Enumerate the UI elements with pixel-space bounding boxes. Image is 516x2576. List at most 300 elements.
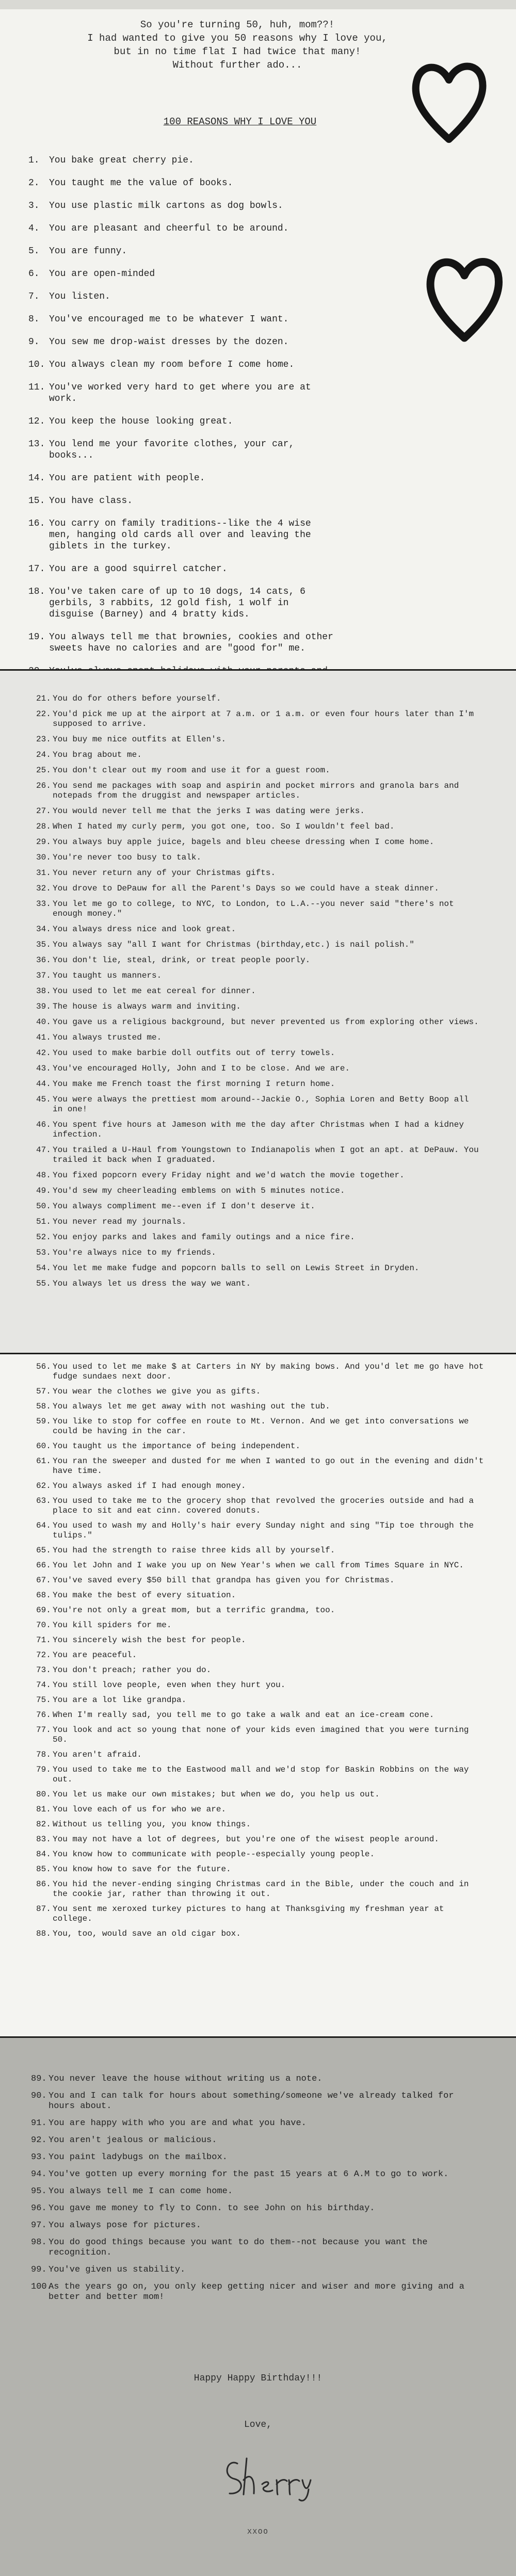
reason-item — [36, 1481, 485, 1491]
reason-number: 12. — [28, 416, 45, 427]
reason-number: 1. — [28, 155, 40, 166]
reason-text: You've encouraged Holly, John and I to be close. And we are. — [53, 1064, 350, 1073]
reason-item — [36, 986, 480, 996]
reason-number: 59. — [36, 1417, 51, 1426]
reason-item — [36, 1387, 485, 1397]
reason-number: 55. — [36, 1279, 51, 1288]
reason-item — [36, 1145, 480, 1165]
reason-item — [36, 1710, 485, 1720]
reason-text: You're always nice to my friends. — [53, 1248, 216, 1257]
reason-item — [36, 1835, 485, 1844]
reason-item — [36, 781, 480, 801]
reason-number: 51. — [36, 1217, 51, 1226]
reason-item — [31, 2152, 485, 2163]
reason-number: 92. — [31, 2135, 47, 2145]
reason-item — [31, 2282, 485, 2303]
reason-number: 71. — [36, 1635, 51, 1645]
reason-item — [31, 2074, 485, 2084]
reason-number: 70. — [36, 1621, 51, 1630]
intro-line: I had wanted to give you 50 reasons why I love you, — [87, 33, 388, 44]
reason-number: 50. — [36, 1202, 51, 1211]
reason-number: 14. — [28, 473, 45, 483]
intro-line: but in no time flat I had twice that many! — [114, 46, 361, 57]
reason-text: You know how to save for the future. — [53, 1865, 231, 1874]
reason-text: You've taken care of up to 10 dogs, 14 cats, 6 gerbils, 3 rabbits, 12 gold fish, 1 wolf in disguise (Barney) and 4 bratty kids. — [49, 587, 305, 620]
reason-text: You are a good squirrel catcher. — [49, 564, 228, 574]
reason-number: 31. — [36, 868, 51, 878]
reason-item — [36, 822, 480, 832]
reason-number: 47. — [36, 1145, 51, 1155]
reason-text: You may not have a lot of degrees, but you're one of the wisest people around. — [53, 1835, 439, 1844]
reason-number: 16. — [28, 519, 45, 529]
reason-text: You've gotten up every morning for the past 15 years at 6 A.M to go to work. — [49, 2169, 449, 2179]
reason-text: You are a lot like grandpa. — [53, 1695, 187, 1705]
reason-item — [36, 925, 480, 934]
reason-text: You make me French toast the first morning I return home. — [53, 1079, 335, 1089]
reason-number: 52. — [36, 1233, 51, 1242]
reason-number: 34. — [36, 925, 51, 934]
reason-number: 25. — [36, 766, 51, 775]
reason-item — [36, 1850, 485, 1859]
reason-number: 62. — [36, 1481, 51, 1490]
reason-number: 53. — [36, 1248, 51, 1257]
reason-item — [36, 1233, 480, 1242]
reason-text: You listen. — [49, 291, 110, 302]
reason-text: You hid the never-ending singing Christmas card in the Bible, under the couch and in the cookie jar, rather than throwing it out. — [53, 1880, 469, 1899]
reason-text: You used to make barbie doll outfits out of terry towels. — [53, 1048, 335, 1058]
reason-item — [36, 1561, 485, 1570]
reason-item — [36, 1635, 485, 1645]
reasons-list-4 — [31, 2074, 485, 2309]
reason-text: You let John and I wake you up on New Year's when we call from Times Square in NYC. — [53, 1561, 464, 1570]
birthday-line: Happy Happy Birthday!!! — [194, 2373, 322, 2384]
reason-item — [36, 750, 480, 760]
reason-item — [28, 382, 338, 404]
letter-page-3 — [0, 1354, 516, 2038]
reason-number: 88. — [36, 1929, 51, 1938]
reason-number: 74. — [36, 1680, 51, 1690]
reason-number: 46. — [36, 1120, 51, 1129]
reason-item — [36, 899, 480, 919]
reason-text: You send me packages with soap and aspirin and pocket mirrors and granola bars and notepads from the druggist and newspaper articles. — [53, 781, 459, 800]
reason-number: 54. — [36, 1263, 51, 1273]
reason-text: You used to let me make $ at Carters in NY by making bows. And you'd let me go have hot fudge sundaes next door. — [53, 1362, 484, 1381]
reason-number: 38. — [36, 986, 51, 996]
reason-item — [36, 709, 480, 729]
reason-item — [31, 2204, 485, 2214]
reason-item — [36, 1017, 480, 1027]
reason-item — [31, 2221, 485, 2231]
reason-number: 2. — [28, 178, 40, 188]
reason-number: 57. — [36, 1387, 51, 1396]
reason-item — [28, 177, 338, 189]
reason-text: You brag about me. — [53, 750, 142, 759]
reason-item — [36, 1496, 485, 1516]
scan-edge — [0, 0, 516, 9]
reason-number: 19. — [28, 632, 45, 642]
reason-text: You taught us manners. — [53, 971, 162, 980]
reason-number: 21. — [36, 694, 51, 703]
reason-number: 77. — [36, 1725, 51, 1735]
reason-item — [36, 1805, 485, 1814]
reason-number: 60. — [36, 1441, 51, 1451]
reason-number: 69. — [36, 1606, 51, 1615]
reason-number: 35. — [36, 940, 51, 949]
reason-text: You always let us dress the way we want. — [53, 1279, 251, 1288]
reason-item — [36, 1929, 485, 1939]
reason-text: You let me go to college, to NYC, to London, to L.A.--you never said "there's not enough money." — [53, 899, 454, 918]
reason-item — [36, 1456, 485, 1476]
reason-item — [36, 1095, 480, 1114]
letter-page-2 — [0, 671, 516, 1354]
reason-text: You are happy with who you are and what you have. — [49, 2118, 307, 2128]
reason-item — [36, 1002, 480, 1012]
reason-text: You kill spiders for me. — [53, 1621, 172, 1630]
reason-number: 82. — [36, 1820, 51, 1829]
reason-number: 100. — [31, 2282, 52, 2292]
reason-text: You trailed a U-Haul from Youngstown to Indianapolis when I got an apt. at DePauw. You trailed it back when I graduated. — [53, 1145, 479, 1164]
reason-number: 6. — [28, 269, 40, 279]
reason-item — [36, 1665, 485, 1675]
reason-number: 42. — [36, 1048, 51, 1058]
reason-number: 4. — [28, 223, 40, 234]
reason-item — [36, 1248, 480, 1258]
reason-number: 63. — [36, 1496, 51, 1505]
reason-item — [36, 1591, 485, 1600]
reason-item — [28, 155, 338, 166]
reason-text: The house is always warm and inviting. — [53, 1002, 241, 1011]
reason-text: You used to take me to the grocery shop that revolved the groceries outside and had a place to sit and eat cinn. covered donuts. — [53, 1496, 474, 1515]
reason-text: You ran the sweeper and dusted for me when I wanted to go out in the evening and didn't have time. — [53, 1456, 484, 1476]
reason-number: 45. — [36, 1095, 51, 1104]
reason-item — [36, 1171, 480, 1180]
reason-number: 37. — [36, 971, 51, 980]
reason-number: 84. — [36, 1850, 51, 1859]
reason-item — [36, 1820, 485, 1829]
reason-item — [36, 940, 480, 950]
reason-text: You are open-minded — [49, 269, 155, 279]
reason-text: You and I can talk for hours about something/someone we've already talked for hours about. — [49, 2091, 454, 2111]
reason-item — [36, 1725, 485, 1745]
reason-item — [36, 1621, 485, 1630]
reason-item — [28, 223, 338, 234]
reason-text: You let me make fudge and popcorn balls to sell on Lewis Street in Dryden. — [53, 1263, 420, 1273]
reason-item — [36, 1750, 485, 1760]
reason-text: You lend me your favorite clothes, your car, books... — [49, 439, 295, 461]
reason-number: 66. — [36, 1561, 51, 1570]
reason-item — [36, 1033, 480, 1043]
reason-text: You always asked if I had enough money. — [53, 1481, 246, 1490]
reason-item — [28, 291, 338, 302]
letter-page-4 — [0, 2038, 516, 2576]
reason-item — [28, 495, 338, 507]
reason-text: You paint ladybugs on the mailbox. — [49, 2152, 228, 2162]
reason-text: You gave me money to fly to Conn. to see John on his birthday. — [49, 2204, 375, 2213]
reason-number: 83. — [36, 1835, 51, 1844]
reason-number: 23. — [36, 735, 51, 744]
reason-text: You are patient with people. — [49, 473, 205, 483]
reason-text: You're never too busy to talk. — [53, 853, 202, 862]
reason-number: 22. — [36, 709, 51, 719]
reason-number: 24. — [36, 750, 51, 759]
reason-number: 15. — [28, 496, 45, 506]
reason-number: 99. — [31, 2265, 47, 2275]
reason-item — [36, 1279, 480, 1289]
reason-number: 72. — [36, 1650, 51, 1660]
reason-item — [31, 2186, 485, 2197]
heart-drawing-bottom — [421, 242, 508, 346]
reason-number: 36. — [36, 955, 51, 965]
reason-text: You always tell me that brownies, cookies and other sweets have no calories and are "good for" me. — [49, 632, 333, 654]
reason-number: 5. — [28, 246, 40, 256]
reason-item — [28, 439, 338, 461]
reason-item — [36, 1880, 485, 1899]
reason-text: You make the best of every situation. — [53, 1591, 236, 1600]
reason-text: When I hated my curly perm, you got one, too. So I wouldn't feel bad. — [53, 822, 395, 831]
reason-item — [31, 2118, 485, 2129]
reason-number: 8. — [28, 314, 40, 325]
reason-text: You sew me drop-waist dresses by the dozen. — [49, 337, 289, 347]
reason-number: 91. — [31, 2118, 47, 2128]
reason-text: You used to take me to the Eastwood mall and we'd stop for Baskin Robbins on the way out. — [53, 1765, 469, 1784]
reason-text: You are pleasant and cheerful to be around. — [49, 223, 289, 234]
reason-number: 40. — [36, 1017, 51, 1027]
reason-item — [36, 1048, 480, 1058]
reason-number: 90. — [31, 2091, 47, 2101]
letter-page-1 — [0, 0, 516, 671]
reason-text: You taught us the importance of being independent. — [53, 1441, 301, 1451]
reason-item — [31, 2091, 485, 2112]
reason-number: 33. — [36, 899, 51, 909]
reason-item — [36, 694, 480, 704]
reason-number: 94. — [31, 2169, 47, 2179]
reason-item — [28, 268, 338, 280]
reason-text: You don't lie, steal, drink, or treat people poorly. — [53, 955, 311, 965]
reason-number: 49. — [36, 1186, 51, 1195]
reason-item — [36, 735, 480, 744]
reason-number: 68. — [36, 1591, 51, 1600]
reason-number: 73. — [36, 1665, 51, 1675]
reason-number: 28. — [36, 822, 51, 831]
reason-text: You've saved every $50 bill that grandpa has given you for Christmas. — [53, 1576, 395, 1585]
reason-number: 32. — [36, 884, 51, 893]
reason-text: You'd pick me up at the airport at 7 a.m. or 1 a.m. or even four hours later than I'm supposed to arrive. — [53, 709, 474, 728]
reason-text: You drove to DePauw for all the Parent's Days so we could have a steak dinner. — [53, 884, 439, 893]
reason-item — [36, 853, 480, 863]
reason-number: 43. — [36, 1064, 51, 1073]
reason-number: 9. — [28, 337, 40, 347]
intro-text — [83, 18, 392, 72]
reason-item — [36, 1576, 485, 1585]
reason-number: 86. — [36, 1880, 51, 1889]
reason-text: You always let me get away with not washing out the tub. — [53, 1402, 330, 1411]
reason-text: You know how to communicate with people--especially young people. — [53, 1850, 375, 1859]
reason-text: You had the strength to raise three kids all by yourself. — [53, 1546, 335, 1555]
reason-item — [36, 1790, 485, 1800]
reason-text: You are peaceful. — [53, 1650, 137, 1660]
reason-number: 10. — [28, 360, 45, 370]
reason-text: You've worked very hard to get where you are at work. — [49, 382, 311, 404]
reason-item — [36, 1765, 485, 1785]
reason-item — [31, 2265, 485, 2275]
reason-text: You are funny. — [49, 246, 127, 256]
reason-text: You would never tell me that the jerks I was dating were jerks. — [53, 806, 365, 816]
reason-text: You never return any of your Christmas gifts. — [53, 868, 276, 878]
xxoo-mark: XXOO — [247, 2528, 269, 2536]
reason-item — [36, 1402, 485, 1412]
love-line: Love, — [244, 2420, 272, 2430]
reason-item — [36, 806, 480, 816]
reason-number: 97. — [31, 2221, 47, 2230]
reason-item — [36, 1064, 480, 1074]
reason-number: 61. — [36, 1456, 51, 1466]
reason-text: You keep the house looking great. — [49, 416, 233, 427]
reason-number: 7. — [28, 291, 40, 302]
reason-text: You used to wash my and Holly's hair every Sunday night and sing "Tip toe through the tulips." — [53, 1521, 474, 1540]
reason-number: 89. — [31, 2074, 47, 2084]
reason-text: You spent five hours at Jameson with me the day after Christmas when I had a kidney infection. — [53, 1120, 464, 1139]
reason-item — [28, 416, 338, 427]
reason-item — [28, 336, 338, 348]
reason-text: You always tell me I can come home. — [49, 2186, 233, 2196]
reason-text: You don't preach; rather you do. — [53, 1665, 212, 1675]
reason-text: You, too, would save an old cigar box. — [53, 1929, 241, 1938]
reason-text: You carry on family traditions--like the 4 wise men, hanging old cards all over and leaving the giblets in the turkey. — [49, 519, 311, 552]
reason-item — [28, 200, 338, 212]
reason-text: You never leave the house without writing us a note. — [49, 2074, 322, 2084]
reason-number: 65. — [36, 1546, 51, 1555]
reason-text: You always pose for pictures. — [49, 2221, 201, 2230]
reason-text: You have class. — [49, 496, 133, 506]
reason-number: 76. — [36, 1710, 51, 1720]
reason-item — [31, 2238, 485, 2258]
reason-number: 95. — [31, 2186, 47, 2196]
reason-text: You aren't afraid. — [53, 1750, 142, 1759]
reason-item — [31, 2169, 485, 2180]
reason-item — [31, 2135, 485, 2146]
reason-number: 75. — [36, 1695, 51, 1705]
reason-item — [28, 586, 338, 620]
reason-number: 96. — [31, 2204, 47, 2213]
reason-text: You do for others before yourself. — [53, 694, 221, 703]
reason-text: You used to let me eat cereal for dinner. — [53, 986, 256, 996]
reason-item — [36, 1202, 480, 1211]
reason-item — [28, 246, 338, 257]
reason-item — [36, 1120, 480, 1140]
intro-line: So you're turning 50, huh, mom??! — [140, 19, 335, 30]
reason-item — [36, 1079, 480, 1089]
reason-number: 39. — [36, 1002, 51, 1011]
reason-text: You use plastic milk cartons as dog bowls. — [49, 201, 283, 211]
reason-item — [36, 971, 480, 981]
reason-item — [36, 1521, 485, 1541]
reason-number: 58. — [36, 1402, 51, 1411]
reason-text: You do good things because you want to do them--not because you want the recognition. — [49, 2238, 428, 2258]
reason-item — [36, 1606, 485, 1615]
reason-text: You like to stop for coffee en route to Mt. Vernon. And we get into conversations we could be having in the car. — [53, 1417, 469, 1436]
reason-item — [36, 1546, 485, 1556]
reason-item — [28, 563, 338, 575]
reason-item — [36, 1417, 485, 1436]
intro-line: Without further ado... — [172, 59, 302, 71]
reason-text: You're not only a great mom, but a terrific grandma, too. — [53, 1606, 335, 1615]
reason-number: 80. — [36, 1790, 51, 1799]
reason-number: 87. — [36, 1904, 51, 1914]
reasons-list-1 — [28, 155, 338, 700]
reason-number: 56. — [36, 1362, 51, 1371]
reason-text: As the years go on, you only keep getting nicer and wiser and more giving and a better and better mom! — [49, 2282, 464, 2302]
reasons-list-3 — [36, 1362, 485, 1944]
heart-drawing-top — [408, 49, 490, 147]
reason-item — [36, 1186, 480, 1196]
reason-text: You don't clear out my room and use it for a guest room. — [53, 766, 330, 775]
reason-item — [28, 631, 338, 654]
reason-text: You were always the prettiest mom around--Jackie O., Sophia Loren and Betty Boop all in one! — [53, 1095, 469, 1114]
reason-number: 41. — [36, 1033, 51, 1042]
reason-item — [36, 1650, 485, 1660]
reason-text: You always trusted me. — [53, 1033, 162, 1042]
reason-text: You let us make our own mistakes; but when we do, you help us out. — [53, 1790, 380, 1799]
reason-item — [36, 1695, 485, 1705]
reason-text: Without us telling you, you know things. — [53, 1820, 251, 1829]
reason-number: 93. — [31, 2152, 47, 2162]
reason-number: 64. — [36, 1521, 51, 1530]
reason-number: 11. — [28, 382, 45, 393]
reason-item — [28, 473, 338, 484]
reason-number: 78. — [36, 1750, 51, 1759]
reason-text: You sincerely wish the best for people. — [53, 1635, 246, 1645]
reason-number: 18. — [28, 587, 45, 597]
reason-text: You look and act so young that none of your kids even imagined that you were turning 50. — [53, 1725, 469, 1744]
signature — [217, 2448, 320, 2505]
reason-text: You aren't jealous or malicious. — [49, 2135, 217, 2145]
reason-number: 29. — [36, 837, 51, 847]
reason-number: 13. — [28, 439, 45, 449]
reason-text: You gave us a religious background, but never prevented us from exploring other views. — [53, 1017, 479, 1027]
reason-text: You wear the clothes we give you as gifts. — [53, 1387, 261, 1396]
reason-item — [36, 837, 480, 847]
reason-item — [28, 359, 338, 370]
reason-number: 48. — [36, 1171, 51, 1180]
reason-text: You still love people, even when they hurt you. — [53, 1680, 286, 1690]
reason-text: You always compliment me--even if I don't deserve it. — [53, 1202, 315, 1211]
reason-item — [36, 868, 480, 878]
reason-text: You love each of us for who we are. — [53, 1805, 227, 1814]
reason-text: When I'm really sad, you tell me to go take a walk and eat an ice-cream cone. — [53, 1710, 434, 1720]
reason-text: You've encouraged me to be whatever I want. — [49, 314, 289, 325]
reason-item — [36, 1441, 485, 1451]
reason-text: You always clean my room before I come home. — [49, 360, 295, 370]
reason-number: 98. — [31, 2238, 47, 2247]
reason-number: 67. — [36, 1576, 51, 1585]
reason-number: 30. — [36, 853, 51, 862]
reason-number: 85. — [36, 1865, 51, 1874]
reason-text: You never read my journals. — [53, 1217, 187, 1226]
reason-text: You taught me the value of books. — [49, 178, 233, 188]
reason-text: You always dress nice and look great. — [53, 925, 236, 934]
reason-item — [36, 1362, 485, 1382]
reason-number: 27. — [36, 806, 51, 816]
reason-text: You sent me xeroxed turkey pictures to hang at Thanksgiving my freshman year at college. — [53, 1904, 444, 1923]
reason-number: 26. — [36, 781, 51, 790]
reason-item — [36, 955, 480, 965]
reason-number: 3. — [28, 201, 40, 211]
reasons-list-2 — [36, 694, 480, 1294]
reason-item — [36, 884, 480, 894]
reason-text: You buy me nice outfits at Ellen's. — [53, 735, 227, 744]
reason-item — [36, 1680, 485, 1690]
list-heading: 100 REASONS WHY I LOVE YOU — [163, 116, 317, 127]
